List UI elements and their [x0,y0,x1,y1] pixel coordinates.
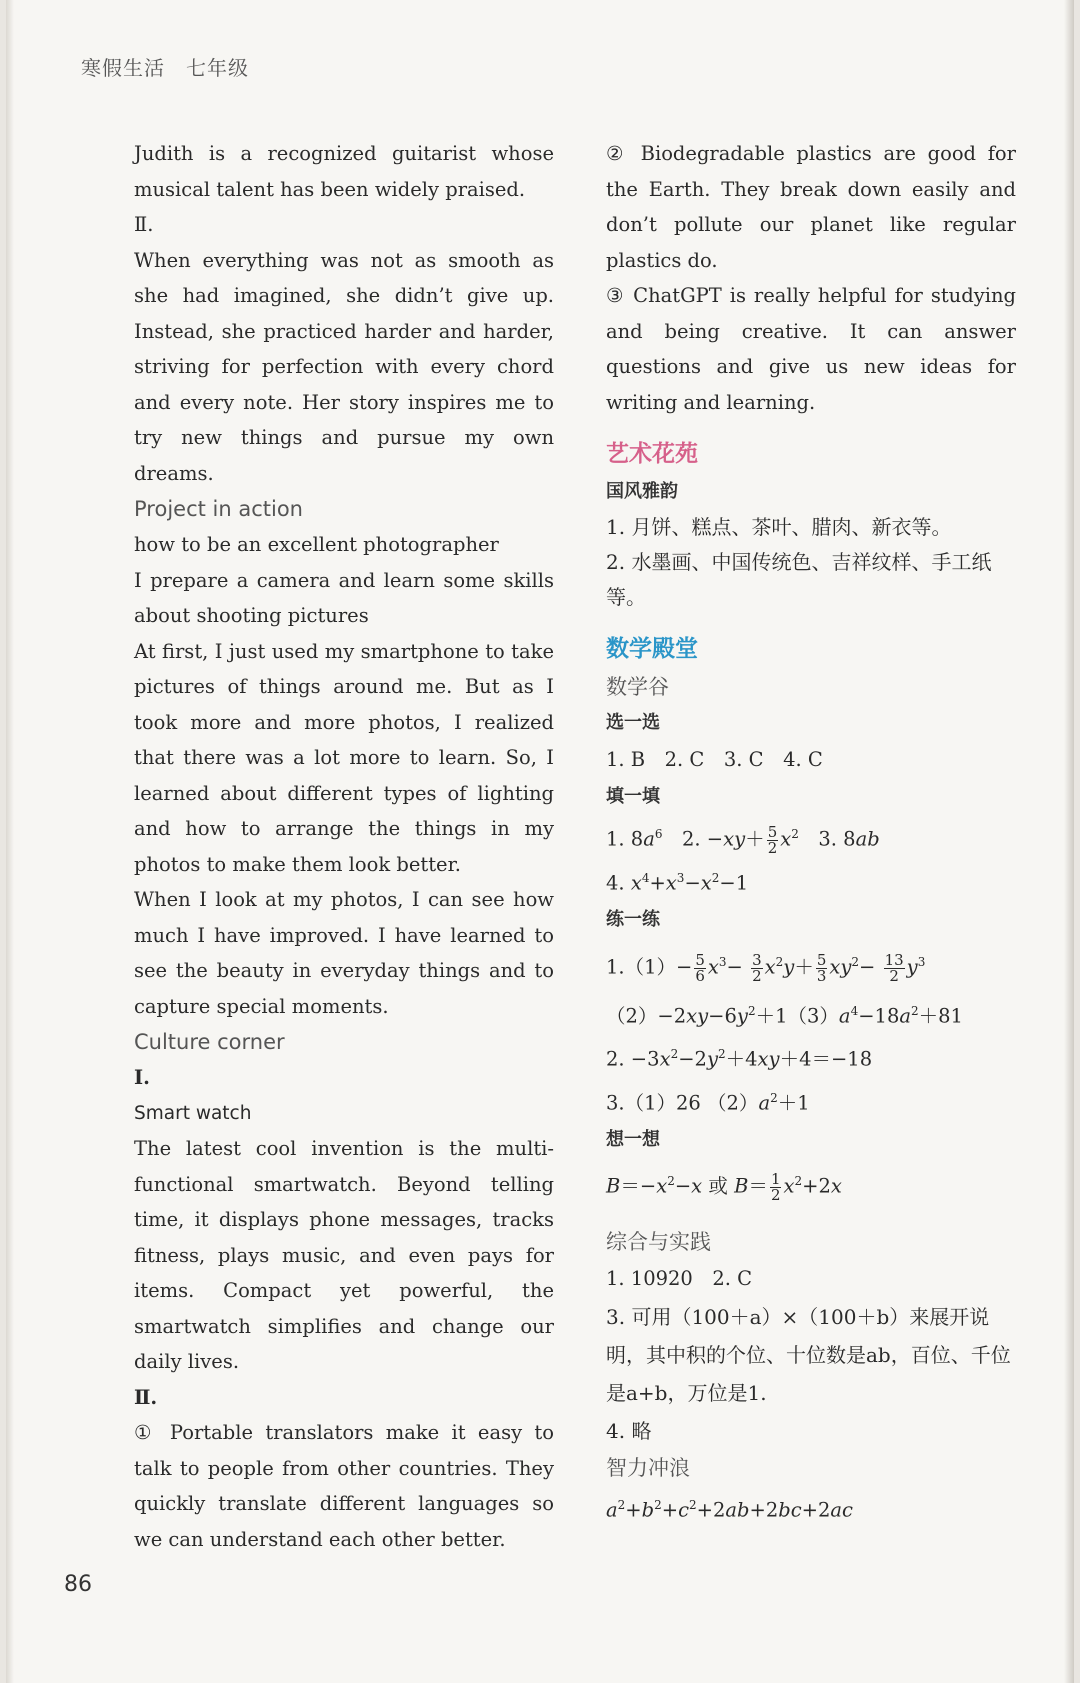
integrated-answer-4: 4. 略 [606,1418,652,1443]
page [6,0,1074,1683]
culture-corner-heading: Culture corner [134,1030,285,1054]
practice-answer-3: 3.（1）26 $(2)a^2+1$ [606,1090,810,1114]
translator-paragraph: ① Portable translators make it easy to talk to people from other countries. They quickly translate different languages so we can understand each other better. [134,1421,554,1551]
practice-answer-1b: $(2)-2xy-6y^2+1(3)a^4-18a^2+81$ [606,1003,963,1027]
brain-answer: $a^2+b^2+c^2+2ab+2bc+2ac$ [606,1497,853,1521]
left-column [134,136,554,1557]
math-subheading: 数学谷 [606,675,669,699]
improvement-paragraph: When I look at my photos, I can see how much I have improved. I have learned to see the beauty in everyday things and to capture special moments. [134,888,554,1018]
page-number: 86 [64,1572,92,1597]
smartwatch-title: Smart watch [134,1102,252,1124]
story-paragraph: When everything was not as smooth as she had imagined, she didn’t give up. Instead, she practiced harder and harder, striving for perfection with every chord and every note. Her story inspires me to try new things and pursue my own dreams. [134,248,554,485]
integrated-answer-1: 1. 10920 2. C [606,1266,753,1290]
fill-answers-line1: 1. $8a^6$ 2. −xy＋ $\frac{5}{2}$ $x^2$ 3. 8ab [606,822,880,857]
art-subheading: 国风雅韵 [606,481,678,502]
fill-answers-line2: 4. $x^4+x^3-x^2-1$ [606,870,749,894]
bioplastics-paragraph: ② Biodegradable plastics are good for the Earth. They break down easily and don’t pollute our planet like regular plastics do. [606,142,1016,272]
judith-paragraph: Judith is a recognized guitarist whose musical talent has been widely praised. [134,142,554,201]
project-topic: how to be an excellent photographer [134,533,499,556]
choose-answers: 1. B 2. C 3. C 4. C [606,748,823,771]
page-edge-left [6,0,14,1683]
chatgpt-paragraph: ③ ChatGPT is really helpful for studying and being creative. It can answer questions and give us new ideas for writing and learning. [606,284,1016,414]
brain-surfing-heading: 智力冲浪 [606,1455,690,1480]
think-answer: $B=-x^2-x$ 或 B＝ $\frac{1}{2}$ $x^2+2x$ [606,1169,842,1204]
smartwatch-paragraph: The latest cool invention is the multi-functional smartwatch. Beyond telling time, it displays phone messages, tracks fitness, plays music, and even pays for items. Compact yet powerful, the smartwatch simplifies and change our daily lives. [134,1137,554,1373]
roman-numeral-2b: Ⅱ. [134,1385,158,1409]
running-header: 寒假生活 七年级 [81,56,249,80]
page-edge-right [1064,0,1074,1683]
art-answer-1: 1. 月饼、糕点、茶叶、腊肉、新衣等。 [606,515,952,539]
practice-answer-1a: 1.（1）− $\frac{5}{6}$ $x^3-$ $\frac{3}{2}$ $x^2y+$ $\frac{5}{3}$ $xy^2-$ $\frac{13}{2}$ $y^3$ [606,950,926,985]
practice-answer-2: 2. $-3x^2-2y^2+4xy+4=-18$ [606,1047,873,1071]
practice-heading: 练一练 [606,909,660,930]
choose-heading: 选一选 [606,712,660,733]
project-intro: I prepare a camera and learn some skills about shooting pictures [134,568,554,627]
math-section-title: 数学殿堂 [606,636,698,662]
roman-numeral-2: Ⅱ. [134,213,154,236]
integrated-practice-heading: 综合与实践 [606,1229,711,1254]
photography-paragraph: At first, I just used my smartphone to take pictures of things around me. But as I took more and more photos, I realized that there was a lot more to learn. So, I learned about different types of lighting and how to arrange the things in my photos to make them look better. [134,639,554,876]
integrated-answer-3: 3. 可用（100＋a）×（100＋b）来展开说明，其中积的个位、十位数是ab，百位、千位是a+b，万位是1. [606,1304,1011,1405]
art-section-title: 艺术花苑 [606,441,698,467]
fill-heading: 填一填 [606,786,660,807]
right-column [606,136,1016,1529]
roman-numeral-1: Ⅰ. [134,1066,150,1089]
art-answer-2: 2. 水墨画、中国传统色、吉祥纹样、手工纸等。 [606,550,992,609]
think-heading: 想一想 [606,1129,660,1150]
project-in-action-heading: Project in action [134,497,303,521]
